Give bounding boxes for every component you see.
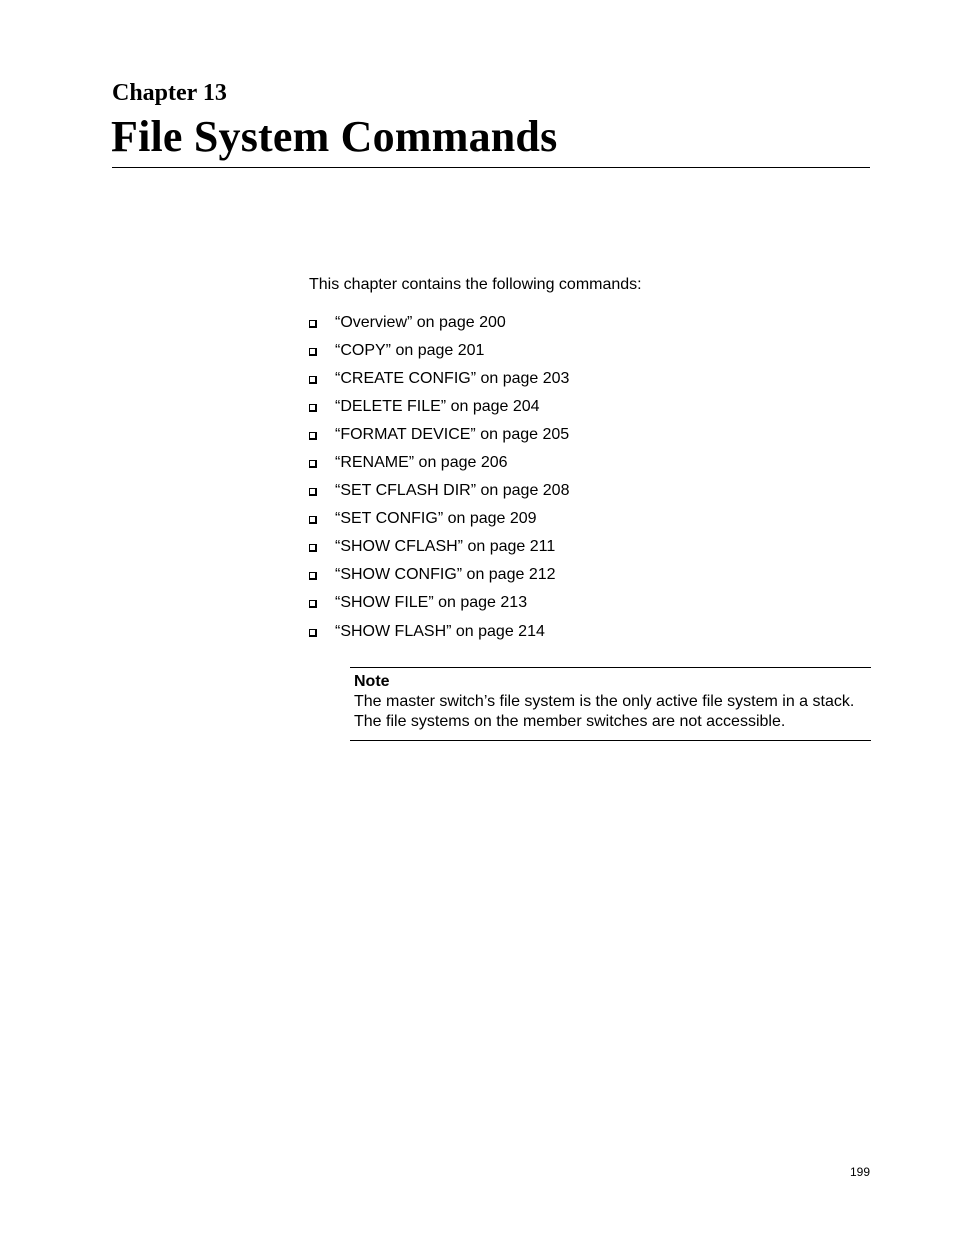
checkbox-bullet-icon [309,488,317,496]
list-item [309,481,569,509]
checkbox-bullet-icon [309,376,317,384]
list-item [309,593,569,621]
list-item [309,313,569,341]
command-link[interactable]: “SET CONFIG” on page 209 [335,510,537,527]
command-link[interactable]: “SHOW FLASH” on page 214 [335,623,545,640]
command-link[interactable]: “COPY” on page 201 [335,342,485,359]
command-link[interactable]: “SHOW CFLASH” on page 211 [335,538,556,555]
checkbox-bullet-icon [309,404,317,412]
page-number: 199 [849,1165,870,1179]
command-link[interactable]: “SHOW CONFIG” on page 212 [335,566,556,583]
list-item [309,369,569,397]
list-item [309,509,569,537]
checkbox-bullet-icon [309,432,317,440]
command-link[interactable]: “Overview” on page 200 [335,314,506,331]
checkbox-bullet-icon [309,320,317,328]
note-body: The master switch’s file system is the only active file system in a stack. The file systems on the member switches are not accessible. [354,693,855,730]
command-link[interactable]: “RENAME” on page 206 [335,454,508,471]
intro-text: This chapter contains the following commands: [309,276,642,293]
checkbox-bullet-icon [309,460,317,468]
command-link[interactable]: “FORMAT DEVICE” on page 205 [335,426,570,443]
page-title: File System Commands [111,112,558,161]
chapter-label: Chapter 13 [112,80,227,106]
list-item [309,537,569,565]
checkbox-bullet-icon [309,348,317,356]
list-item [309,341,569,369]
checkbox-bullet-icon [309,516,317,524]
command-link[interactable]: “CREATE CONFIG” on page 203 [335,370,570,387]
checkbox-bullet-icon [309,600,317,608]
command-link[interactable]: “SET CFLASH DIR” on page 208 [335,482,570,499]
list-item [309,397,569,425]
list-item [309,565,569,593]
list-item [309,453,569,481]
list-item [309,425,569,453]
checkbox-bullet-icon [309,544,317,552]
command-link[interactable]: “SHOW FILE” on page 213 [335,594,528,611]
note-heading: Note [354,673,390,690]
command-list [309,313,569,650]
title-divider [112,167,870,168]
checkbox-bullet-icon [309,629,317,637]
list-item [309,622,569,650]
command-link[interactable]: “DELETE FILE” on page 204 [335,398,540,415]
note-box [350,667,871,741]
checkbox-bullet-icon [309,572,317,580]
